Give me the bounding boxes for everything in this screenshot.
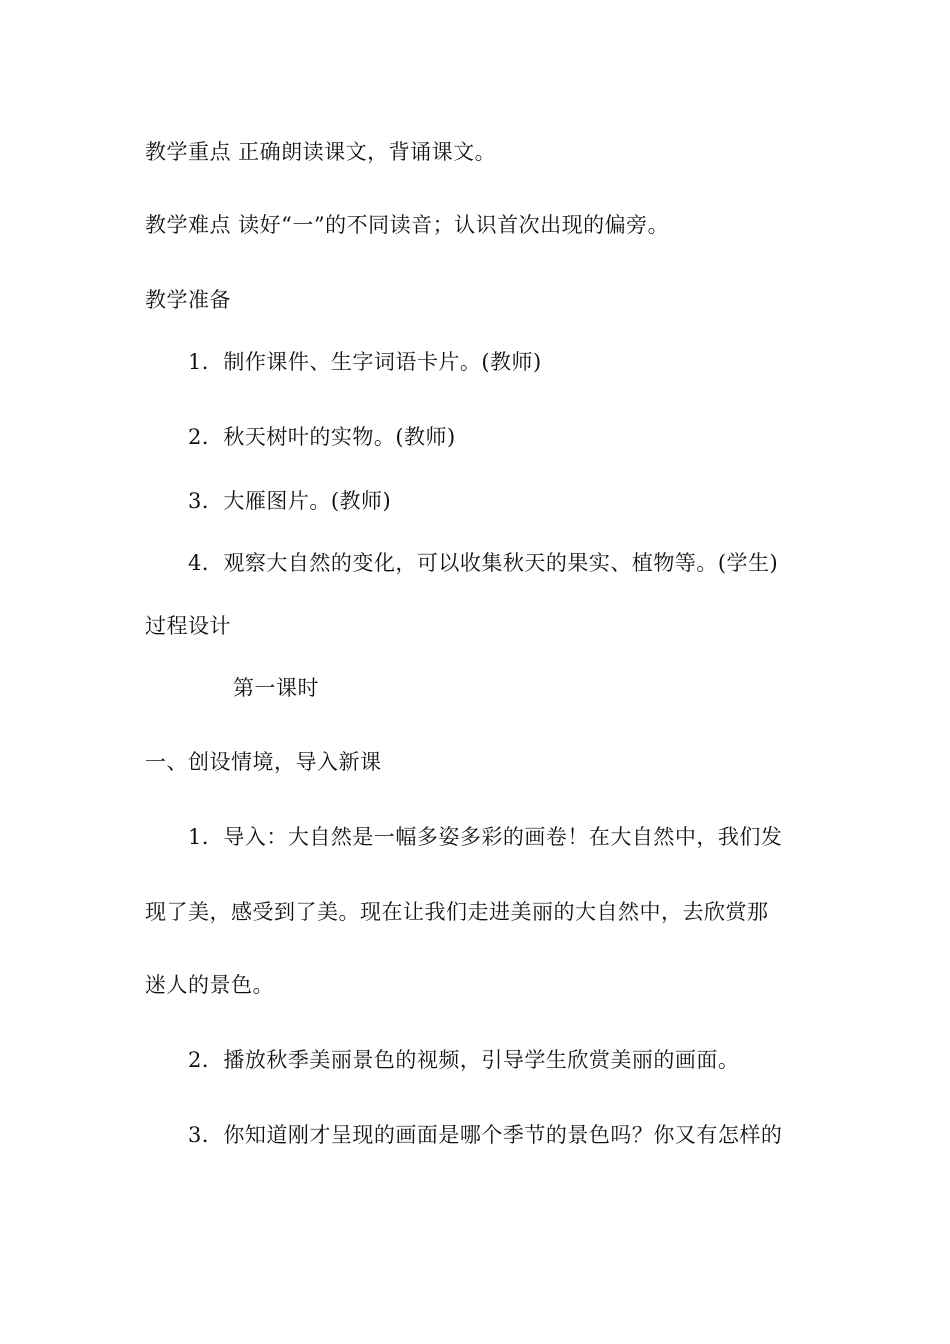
- teaching-difficulty-line: 教学难点 读好“一”的不同读音；认识首次出现的偏旁。: [145, 213, 670, 237]
- preparation-item-3: 3．大雁图片。(教师): [188, 489, 392, 513]
- teaching-preparation-heading: 教学准备: [145, 288, 231, 312]
- process-design-heading: 过程设计: [145, 614, 231, 638]
- paragraph-1-line-2: 现了美，感受到了美。现在让我们走进美丽的大自然中，去欣赏那: [145, 900, 769, 924]
- section-one-heading: 一、创设情境，导入新课: [145, 750, 382, 774]
- first-lesson-heading: 第一课时: [233, 676, 319, 700]
- preparation-item-2: 2．秋天树叶的实物。(教师): [188, 425, 456, 449]
- teaching-focus-line: 教学重点 正确朗读课文，背诵课文。: [145, 140, 497, 164]
- paragraph-3-line-1: 3．你知道刚才呈现的画面是哪个季节的景色吗？你又有怎样的: [188, 1123, 783, 1147]
- preparation-item-1: 1．制作课件、生字词语卡片。(教师): [188, 350, 542, 374]
- preparation-item-4: 4．观察大自然的变化，可以收集秋天的果实、植物等。(学生): [188, 551, 779, 575]
- paragraph-1-line-1: 1．导入：大自然是一幅多姿多彩的画卷！在大自然中，我们发: [188, 825, 783, 849]
- paragraph-1-line-3: 迷人的景色。: [145, 973, 274, 997]
- paragraph-2-line-1: 2．播放秋季美丽景色的视频，引导学生欣赏美丽的画面。: [188, 1048, 740, 1072]
